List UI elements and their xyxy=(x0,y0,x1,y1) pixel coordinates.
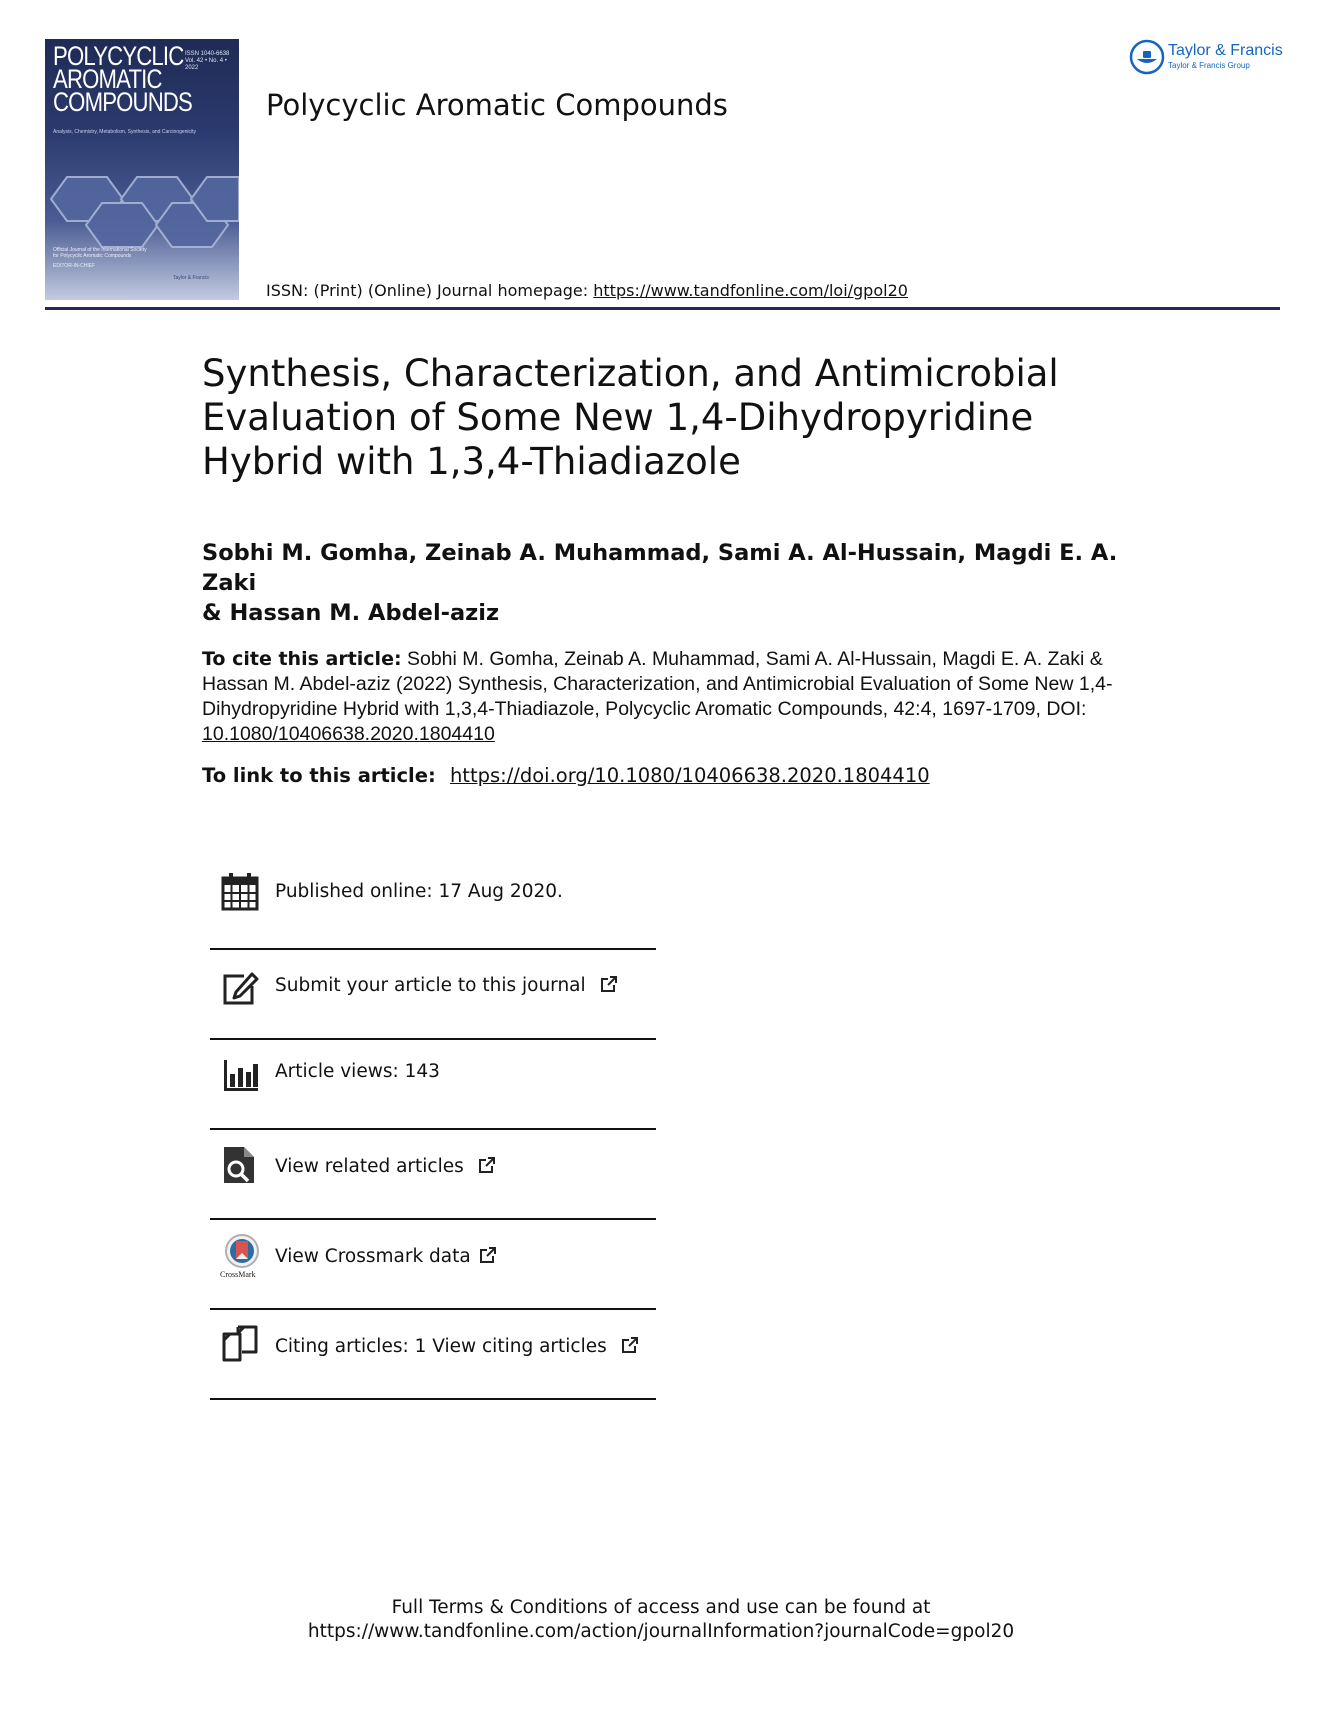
cover-publisher-mark: Taylor & Francis xyxy=(173,275,209,281)
cite-label: To cite this article: xyxy=(202,648,402,670)
edit-icon xyxy=(220,968,260,1008)
journal-name: Polycyclic Aromatic Compounds xyxy=(266,88,728,122)
issn-line xyxy=(266,281,908,300)
crossmark-icon xyxy=(222,1234,262,1274)
search-document-icon xyxy=(220,1145,260,1185)
cite-doi-link[interactable]: 10.1080/10406638.2020.1804410 xyxy=(202,723,495,745)
external-link-icon xyxy=(600,975,618,993)
citing-row[interactable] xyxy=(210,1310,656,1400)
header-divider xyxy=(45,307,1280,310)
cite-text: Sobhi M. Gomha, Zeinab A. Muhammad, Sami A. Al-Hussain, Magdi E. A. Zaki & Hassan M. Abdel-aziz (2022) Synthesis, Characterization, and Antimicrobial Evaluation of Some New 1,4-Dihydropyridine Hybrid with 1,3,4-Thiadiazole, Polycyclic Aromatic Compounds, 42:4, 1697-1709, DOI: xyxy=(202,648,1113,720)
published-date: Published online: 17 Aug 2020. xyxy=(275,881,563,902)
cover-subtitle: Analysis, Chemistry, Metabolism, Synthesis, and Carcinogenicity xyxy=(53,129,197,135)
cover-society: Official Journal of the International Society for Polycyclic Aromatic Compounds EDITOR-IN-CHIEF xyxy=(53,247,147,269)
article-info-list xyxy=(210,860,656,1390)
crossmark-link[interactable]: View Crossmark data xyxy=(275,1246,497,1267)
issn-label: ISSN: (Print) (Online) Journal homepage: xyxy=(266,281,589,300)
article-authors: Sobhi M. Gomha, Zeinab A. Muhammad, Sami A. Al-Hussain, Magdi E. A. Zaki & Hassan M. Abdel-aziz xyxy=(202,540,1118,626)
published-row xyxy=(210,860,656,950)
terms-footer xyxy=(0,1596,1322,1644)
article-link-line xyxy=(202,764,930,787)
external-link-icon xyxy=(479,1246,497,1264)
crossmark-row[interactable] xyxy=(210,1220,656,1310)
external-link-icon xyxy=(478,1156,496,1174)
journal-cover-image xyxy=(45,39,239,300)
submit-article-link[interactable]: Submit your article to this journal xyxy=(275,975,618,996)
taylor-francis-logo-icon[interactable] xyxy=(1129,39,1165,75)
article-title: Synthesis, Characterization, and Antimicrobial Evaluation of Some New 1,4-Dihydropyridine Hybrid with 1,3,4-Thiadiazole xyxy=(202,352,1059,483)
hexagon-graphic xyxy=(45,173,239,253)
terms-url[interactable]: https://www.tandfonline.com/action/journalInformation?journalCode=gpol20 xyxy=(307,1621,1015,1642)
bar-chart-icon xyxy=(220,1056,260,1096)
external-link-icon xyxy=(621,1336,639,1354)
citation-block xyxy=(202,647,1132,747)
calendar-icon xyxy=(220,872,260,912)
crossmark-badge-label: CrossMark xyxy=(220,1270,256,1279)
related-articles-link[interactable]: View related articles xyxy=(275,1156,496,1177)
journal-homepage-link[interactable]: https://www.tandfonline.com/loi/gpol20 xyxy=(593,281,908,300)
views-row xyxy=(210,1040,656,1130)
link-label: To link to this article: xyxy=(202,764,436,787)
cover-issn: ISSN 1040-6638 Vol. 42 • No. 4 • 2022 xyxy=(185,51,230,71)
cover-title: POLYCYCLIC AROMATIC COMPOUNDS xyxy=(53,41,193,117)
submit-row[interactable] xyxy=(210,950,656,1040)
row-divider xyxy=(210,1398,656,1400)
publisher-name: Taylor & Francis xyxy=(1168,42,1283,59)
article-doi-url[interactable]: https://doi.org/10.1080/10406638.2020.1804410 xyxy=(449,764,930,787)
terms-line: Full Terms & Conditions of access and use can be found at xyxy=(391,1597,931,1618)
copy-documents-icon xyxy=(220,1324,260,1364)
citing-articles-link[interactable]: Citing articles: 1 View citing articles xyxy=(275,1336,639,1357)
related-row[interactable] xyxy=(210,1130,656,1220)
article-views: Article views: 143 xyxy=(275,1061,440,1082)
publisher-group: Taylor & Francis Group xyxy=(1168,61,1250,70)
